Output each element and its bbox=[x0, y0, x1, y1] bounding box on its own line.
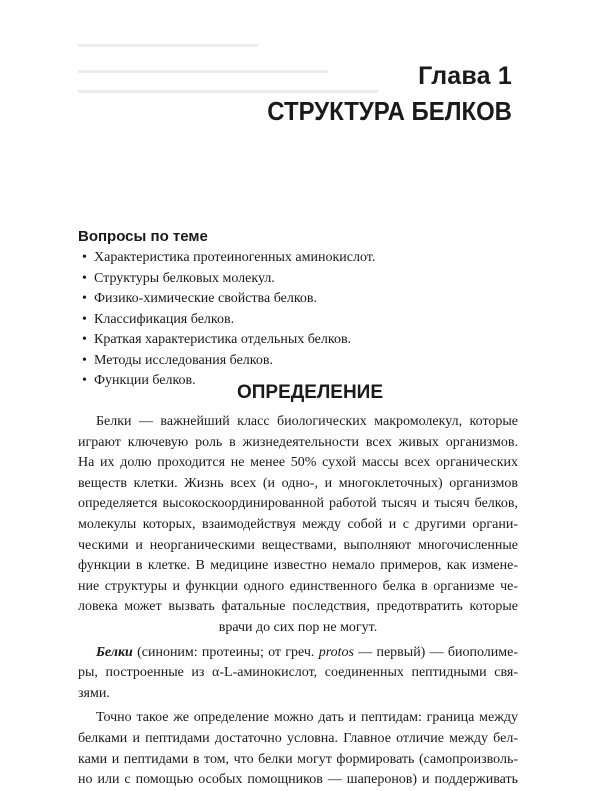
chapter-number: Глава 1 bbox=[418, 62, 512, 90]
latin-word: protos bbox=[318, 644, 354, 660]
bullet: • bbox=[82, 311, 87, 327]
bullet: • bbox=[82, 291, 87, 306]
faint-bleed-through bbox=[78, 70, 328, 73]
bullet: • bbox=[82, 332, 87, 347]
faint-bleed-through bbox=[78, 90, 378, 93]
list-item: • Характеристика протеиногенных аминокислот. bbox=[82, 248, 375, 269]
bullet: • bbox=[82, 373, 87, 388]
chapter-title: СТРУКТУРА БЕЛКОВ bbox=[267, 96, 512, 126]
list-item: • Методы исследования белков. bbox=[82, 351, 375, 372]
term-belki: Белки bbox=[96, 644, 133, 660]
paragraph: Белки (синоним: протеины; от греч. protos — первый) — биополиме- ры, построенные из α-L-аминокислот, соединенных пептидными свя- зями. bbox=[78, 644, 518, 701]
topics-heading: Вопросы по теме bbox=[78, 228, 208, 245]
bullet: • bbox=[82, 352, 87, 368]
list-item: • Функции белков. bbox=[82, 371, 375, 392]
topics-list bbox=[82, 248, 375, 392]
list-item: • Физико-химические свойства белков. bbox=[82, 289, 375, 310]
definition-text bbox=[78, 412, 518, 791]
bullet: • bbox=[82, 250, 87, 265]
list-item: • Структуры белковых молекул. bbox=[82, 269, 375, 290]
paragraph: Белки — важнейший класс биологических макромолекул, которые играют ключевую роль в жизнедеятельности всех живых организмов. На их долю проходится не менее 50% сухой массы всех органических веществ клетки. Жизнь всех (и одно-, и многоклеточных) организмов определяется высокоскоординированной работой тысяч и тысяч белков, молекулы которых, взаимодействуя между собой и с другими органи- ческими и неорганическими веществами, выполняют многочисленные функции в клетке. В медицине известно немало примеров, как измене- ние структуры и функции одного единственного белка в организме че- ловека может вызвать фатальные последствия, предотвратить которые врачи до сих пор не могут. bbox=[78, 414, 518, 635]
bullet: • bbox=[82, 270, 87, 286]
list-item: • Классификация белков. bbox=[82, 310, 375, 331]
faint-bleed-through bbox=[78, 44, 258, 47]
section-heading: ОПРЕДЕЛЕНИЕ bbox=[236, 382, 384, 403]
paragraph: Точно такое же определение можно дать и пептидам: граница между белками и пептидами достаточно условна. Главное отличие между бел- ками и пептидами в том, что белки могут формировать (самопроизволь- но или с помощью особых помощников — шаперонов) и поддерживать bbox=[78, 710, 518, 788]
list-item: • Краткая характеристика отдельных белков. bbox=[82, 330, 375, 351]
